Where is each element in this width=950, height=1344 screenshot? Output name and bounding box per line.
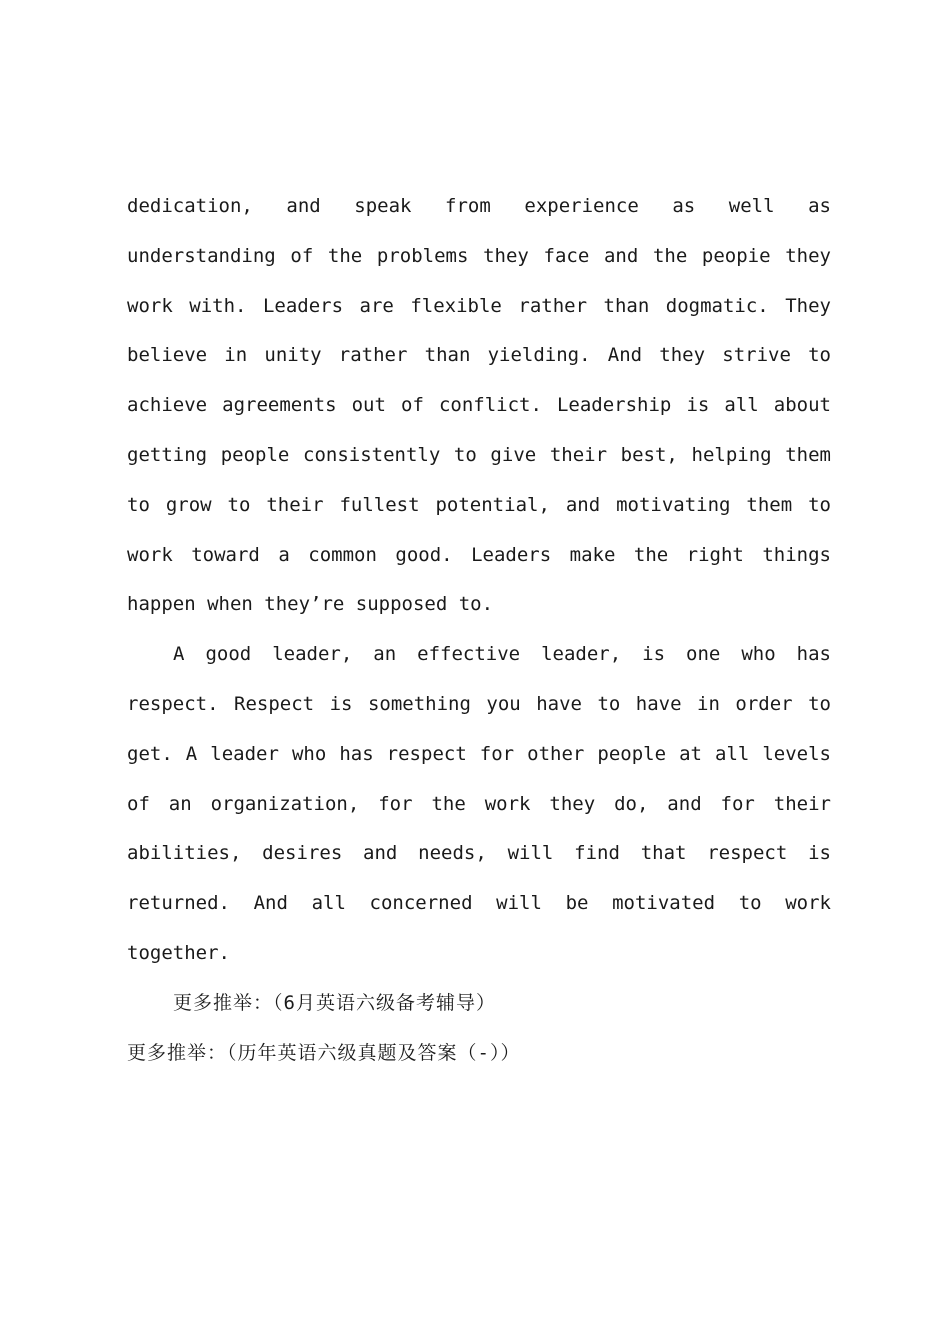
paragraph-respect: A good leader, an effective leader, is one who has respect. Respect is something you have to have in order to get. A leader who has respect for other people at all levels of an organization, for the work they do, and for their abilities, desires and needs, will find that respect is returned. And all concerned will be motivated to work together. (127, 643, 831, 964)
recommendation-link-past-exams[interactable]: 更多推举：（历年英语六级真题及答案（-）） (127, 1041, 521, 1064)
paragraph-leadership-qualities: dedication, and speak from experience as well as understanding of the problems they face and the peopie they work with. Leaders are flexible rather than dogmatic. They believe in unity rather than yielding. And they strive to achieve agreements out of conflict. Leadership is all about getting people consistently to give their best, helping them to grow to their fullest potential, and motivating them to work toward a common good. Leaders make the right things happen when they’re supposed to. (127, 195, 831, 616)
document-body (127, 182, 831, 1078)
recommendation-link-exam-prep[interactable]: 更多推举：（6月英语六级备考辅导） (173, 991, 496, 1014)
